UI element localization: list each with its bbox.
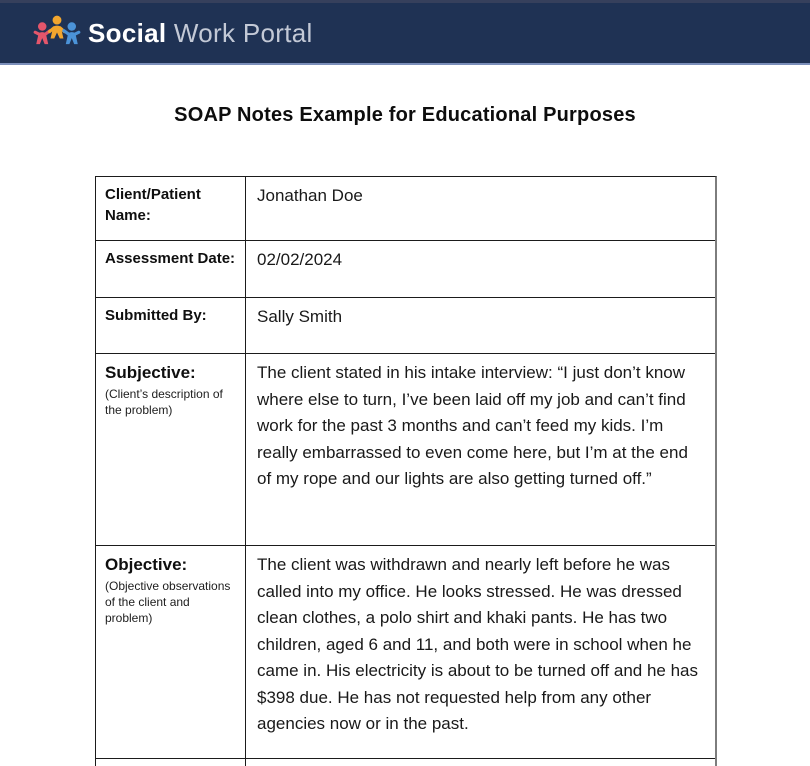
row-label-cell [96, 241, 246, 297]
soap-notes-table [95, 176, 717, 766]
table-row-assessment-date [96, 241, 715, 298]
app-header [0, 0, 810, 65]
row-label: Client/Patient Name: [105, 186, 201, 224]
table-row-submitted-by [96, 298, 715, 354]
brand-name [88, 18, 313, 49]
table-row-subjective [96, 354, 715, 546]
brand-logo[interactable] [33, 13, 313, 53]
row-label: Objective: [105, 555, 188, 574]
row-label: Subjective: [105, 363, 196, 382]
row-label-cell [96, 177, 246, 240]
row-label: Assessment Date: [105, 250, 236, 267]
row-label-cell [96, 546, 246, 758]
row-value-cell: 02/02/2024 [257, 250, 343, 269]
row-value-cell: The client was withdrawn and nearly left before he was called into my office. He looks stressed. He was dressed clean clothes, a polo shirt and khaki pants. He has two children, aged 6 and 11, and both were in school when he came in. His electricity is about to be turned off and he has $398 due. He has not requested help from any other agencies now or in the past. [257, 555, 698, 733]
brand-name-bold: Social [88, 17, 167, 48]
table-row-client-name [96, 177, 715, 241]
row-value-cell: Sally Smith [257, 307, 343, 326]
table-row-objective [96, 546, 715, 759]
row-value-cell: Jonathan Doe [257, 186, 363, 205]
brand-name-light: Work Portal [166, 17, 313, 48]
row-label-cell [96, 298, 246, 353]
row-label: Submitted By: [105, 307, 207, 324]
table-row-partial [96, 759, 715, 766]
row-value-cell: The client stated in his intake interview: “I just don’t know where else to turn, I’ve been laid off my job and can’t find work for the past 3 months and can’t feed my kids. I’m really embarrassed to even come here, but I’m at the end of my rope and our lights are also getting turned off.” [257, 363, 688, 488]
people-icon [33, 13, 81, 53]
row-label-cell [96, 354, 246, 545]
row-sublabel: (Objective observations of the client and problem) [105, 579, 231, 625]
page-title: SOAP Notes Example for Educational Purposes [174, 104, 636, 126]
row-label-cell [96, 759, 246, 766]
row-value-cell [246, 759, 715, 766]
row-sublabel: (Client’s description of the problem) [105, 387, 223, 417]
